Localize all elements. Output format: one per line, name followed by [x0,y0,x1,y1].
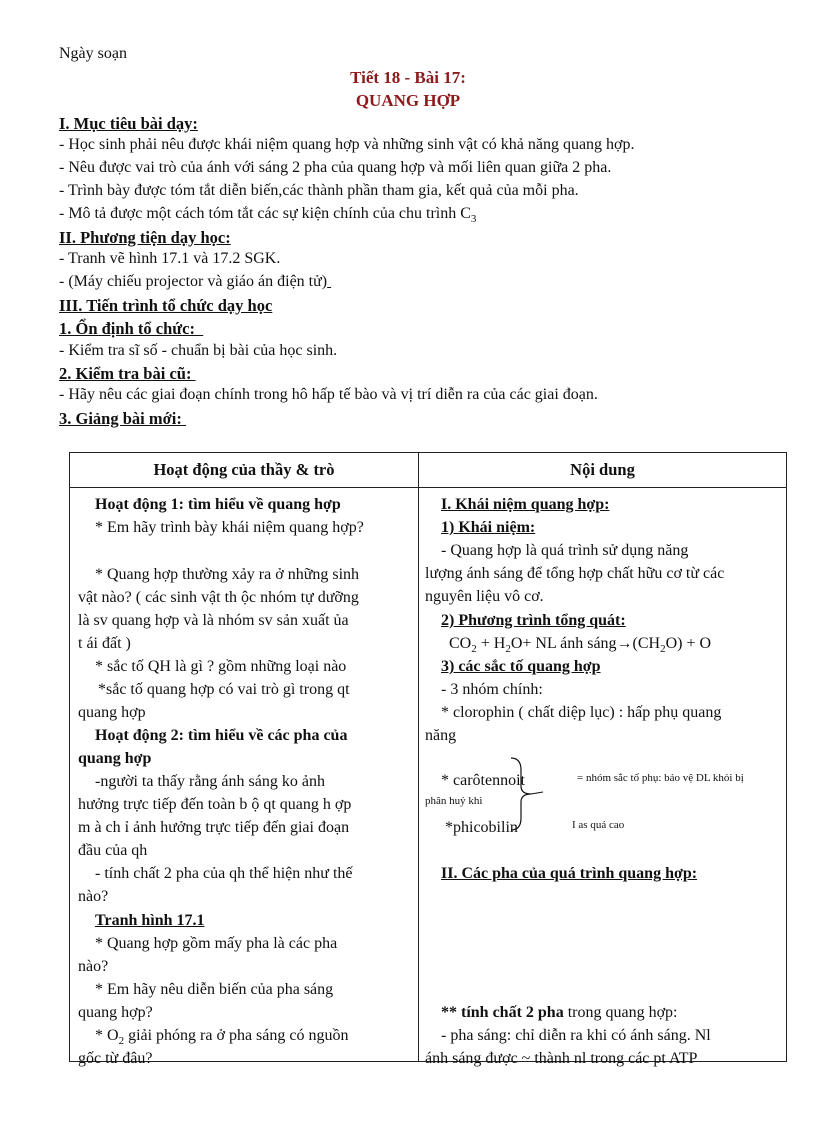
paragraph-light: -người ta thấy rằng ánh sáng ko ảnh [95,773,325,790]
activity-1-title: Hoạt động 1: tìm hiểu về quang hợp [95,496,341,513]
subscript: 2 [118,1035,125,1048]
section-objectives-title: I. Mục tiêu bài dạy: [59,114,198,133]
paragraph-light: m à ch ỉ ảnh hưởng trực tiếp đến giai đoạn [78,819,350,836]
topic-title: QUANG HỢP [355,91,461,110]
content-cell [419,488,787,1067]
materials-text: - (Máy chiếu projector và giáo án điện tử) [59,273,328,290]
question-2: vật nào? ( các sinh vật th ộc nhóm tự dưỡng [78,589,359,606]
equation [449,635,711,655]
figure-reference: Tranh hình 17.1 [95,912,205,929]
header-content: Nội dung [419,453,787,488]
question-4: *sắc tố quang hợp có vai trò gì trong qt [98,681,350,698]
review-item: - Hãy nêu các giai đoạn chính trong hô hấp tế bào và vị trí diễn ra của các giai đoạn. [59,386,598,403]
question-2: t ái đất ) [78,635,131,652]
question-4: quang hợp [78,704,146,721]
objective-item [59,205,476,225]
phases-property [441,1004,677,1022]
question-6: * Em hãy nêu diễn biến của pha sáng [95,981,334,998]
materials-item [59,273,331,291]
eq-part: CO [449,635,472,652]
question-2: là sv quang hợp và là nhóm sv sản xuất ủa [78,612,349,629]
objective-item: - Trình bày được tóm tắt diễn biến,các thành phần tham gia, kết quả của mỗi pha. [59,182,579,199]
question-5: nào? [78,958,109,975]
question-7: gốc từ đâu? [78,1050,153,1067]
eq-part: + H [476,635,506,652]
trailing-underline [327,273,331,290]
activity-2-title: Hoạt động 2: tìm hiểu về các pha của [95,727,348,744]
stabilize-title [59,319,203,339]
date-label: Ngày soạn [59,45,127,62]
header-activities: Hoạt động của thầy & trò [70,453,419,488]
light-phase-text: - pha sáng: chỉ diễn ra khi có ánh sáng. Nl [441,1027,711,1044]
equation-title: 2) Phương trình tổng quát: [441,612,626,629]
brace-icon [507,756,547,832]
paragraph-light: đầu của qh [78,842,148,859]
stabilize-item: - Kiểm tra sĩ số - chuẩn bị bài của học sinh. [59,342,338,359]
eq-part: O+ NL ánh sáng→(CH [510,635,661,652]
stabilize-text: 1. Ổn định tổ chức: [59,319,195,338]
phases-property-bold: ** tính chất 2 pha [441,1004,564,1021]
phases-title: II. Các pha của quá trình quang hợp: [441,865,698,882]
pigments-text: - 3 nhóm chính: [441,681,543,698]
pigments-text: năng [425,727,457,744]
question-2: * Quang hợp thường xảy ra ở những sinh [95,566,360,583]
paragraph-phases: - tính chất 2 pha của qh thể hiện như thế [95,865,353,882]
review-title [59,364,196,384]
lesson-title: Tiết 18 - Bài 17: [350,68,466,87]
question-6: quang hợp? [78,1004,153,1021]
subscript: 3 [470,213,477,226]
q7-pre: * O [95,1027,119,1044]
concept-text: lượng ánh sáng để tổng hợp chất hữu cơ từ các [425,565,725,582]
objective-item: - Học sinh phải nêu được khái niệm quang hợp và những sinh vật có khả năng quang hợp. [59,136,635,153]
objective-item: - Nêu được vai trò của ánh với sáng 2 pha của quang hợp và mối liên quan giữa 2 pha. [59,159,612,176]
paragraph-light: hưởng trực tiếp đến toàn b ộ qt quang h ợp [78,796,352,813]
carotenoid-note: = nhóm sắc tố phụ: bảo vệ DL khỏi bị [577,772,744,784]
section-process-title: III. Tiến trình tổ chức dạy học [59,296,273,315]
new-lesson-title [59,409,186,429]
paragraph-phases: nào? [78,888,109,905]
light-phase-text: ánh sáng được ~ thành nl trong các pt ATP [425,1050,698,1067]
concept-title: I. Khái niệm quang hợp: [441,496,610,513]
pigments-text: * clorophin ( chất diệp lục) : hấp phụ quang [441,704,722,721]
carotenoid-label: * carôtennoit [441,772,525,789]
question-1: * Em hãy trình bày khái niệm quang hợp? [95,519,364,536]
objective-text: - Mô tả được một cách tóm tắt các sự kiện chính của chu trình C [59,205,471,222]
q7-post: giải phóng ra ở pha sáng có nguồn [124,1027,349,1044]
subscript: 2 [660,643,666,656]
activities-cell [70,488,419,1067]
subscript: 2 [505,643,511,656]
activity-2-title: quang hợp [78,750,152,767]
question-3: * sắc tố QH là gì ? gồm những loại nào [95,658,347,675]
phases-property-rest: trong quang hợp: [563,1004,678,1021]
pigments-title: 3) các sắc tố quang hợp [441,658,601,675]
new-lesson-text: 3. Giảng bài mới: [59,409,182,428]
materials-item: - Tranh vẽ hình 17.1 và 17.2 SGK. [59,250,281,267]
carotenoid-note: phân huỷ khi [425,795,483,807]
lesson-table [69,452,787,1067]
subscript: 2 [471,643,477,656]
section-materials-title: II. Phương tiện dạy học: [59,228,231,247]
question-7 [95,1027,348,1047]
phycobilin-note: I as quá cao [572,819,625,831]
review-text: 2. Kiểm tra bài cũ: [59,364,192,383]
eq-part: O) + O [665,635,712,652]
phycobilin-label: *phicobilin [445,819,518,836]
concept-subtitle: 1) Khái niệm: [441,519,536,536]
concept-text: - Quang hợp là quá trình sử dụng năng [441,542,689,559]
question-5: * Quang hợp gồm mấy pha là các pha [95,935,338,952]
concept-text: nguyên liệu vô cơ. [425,588,544,605]
